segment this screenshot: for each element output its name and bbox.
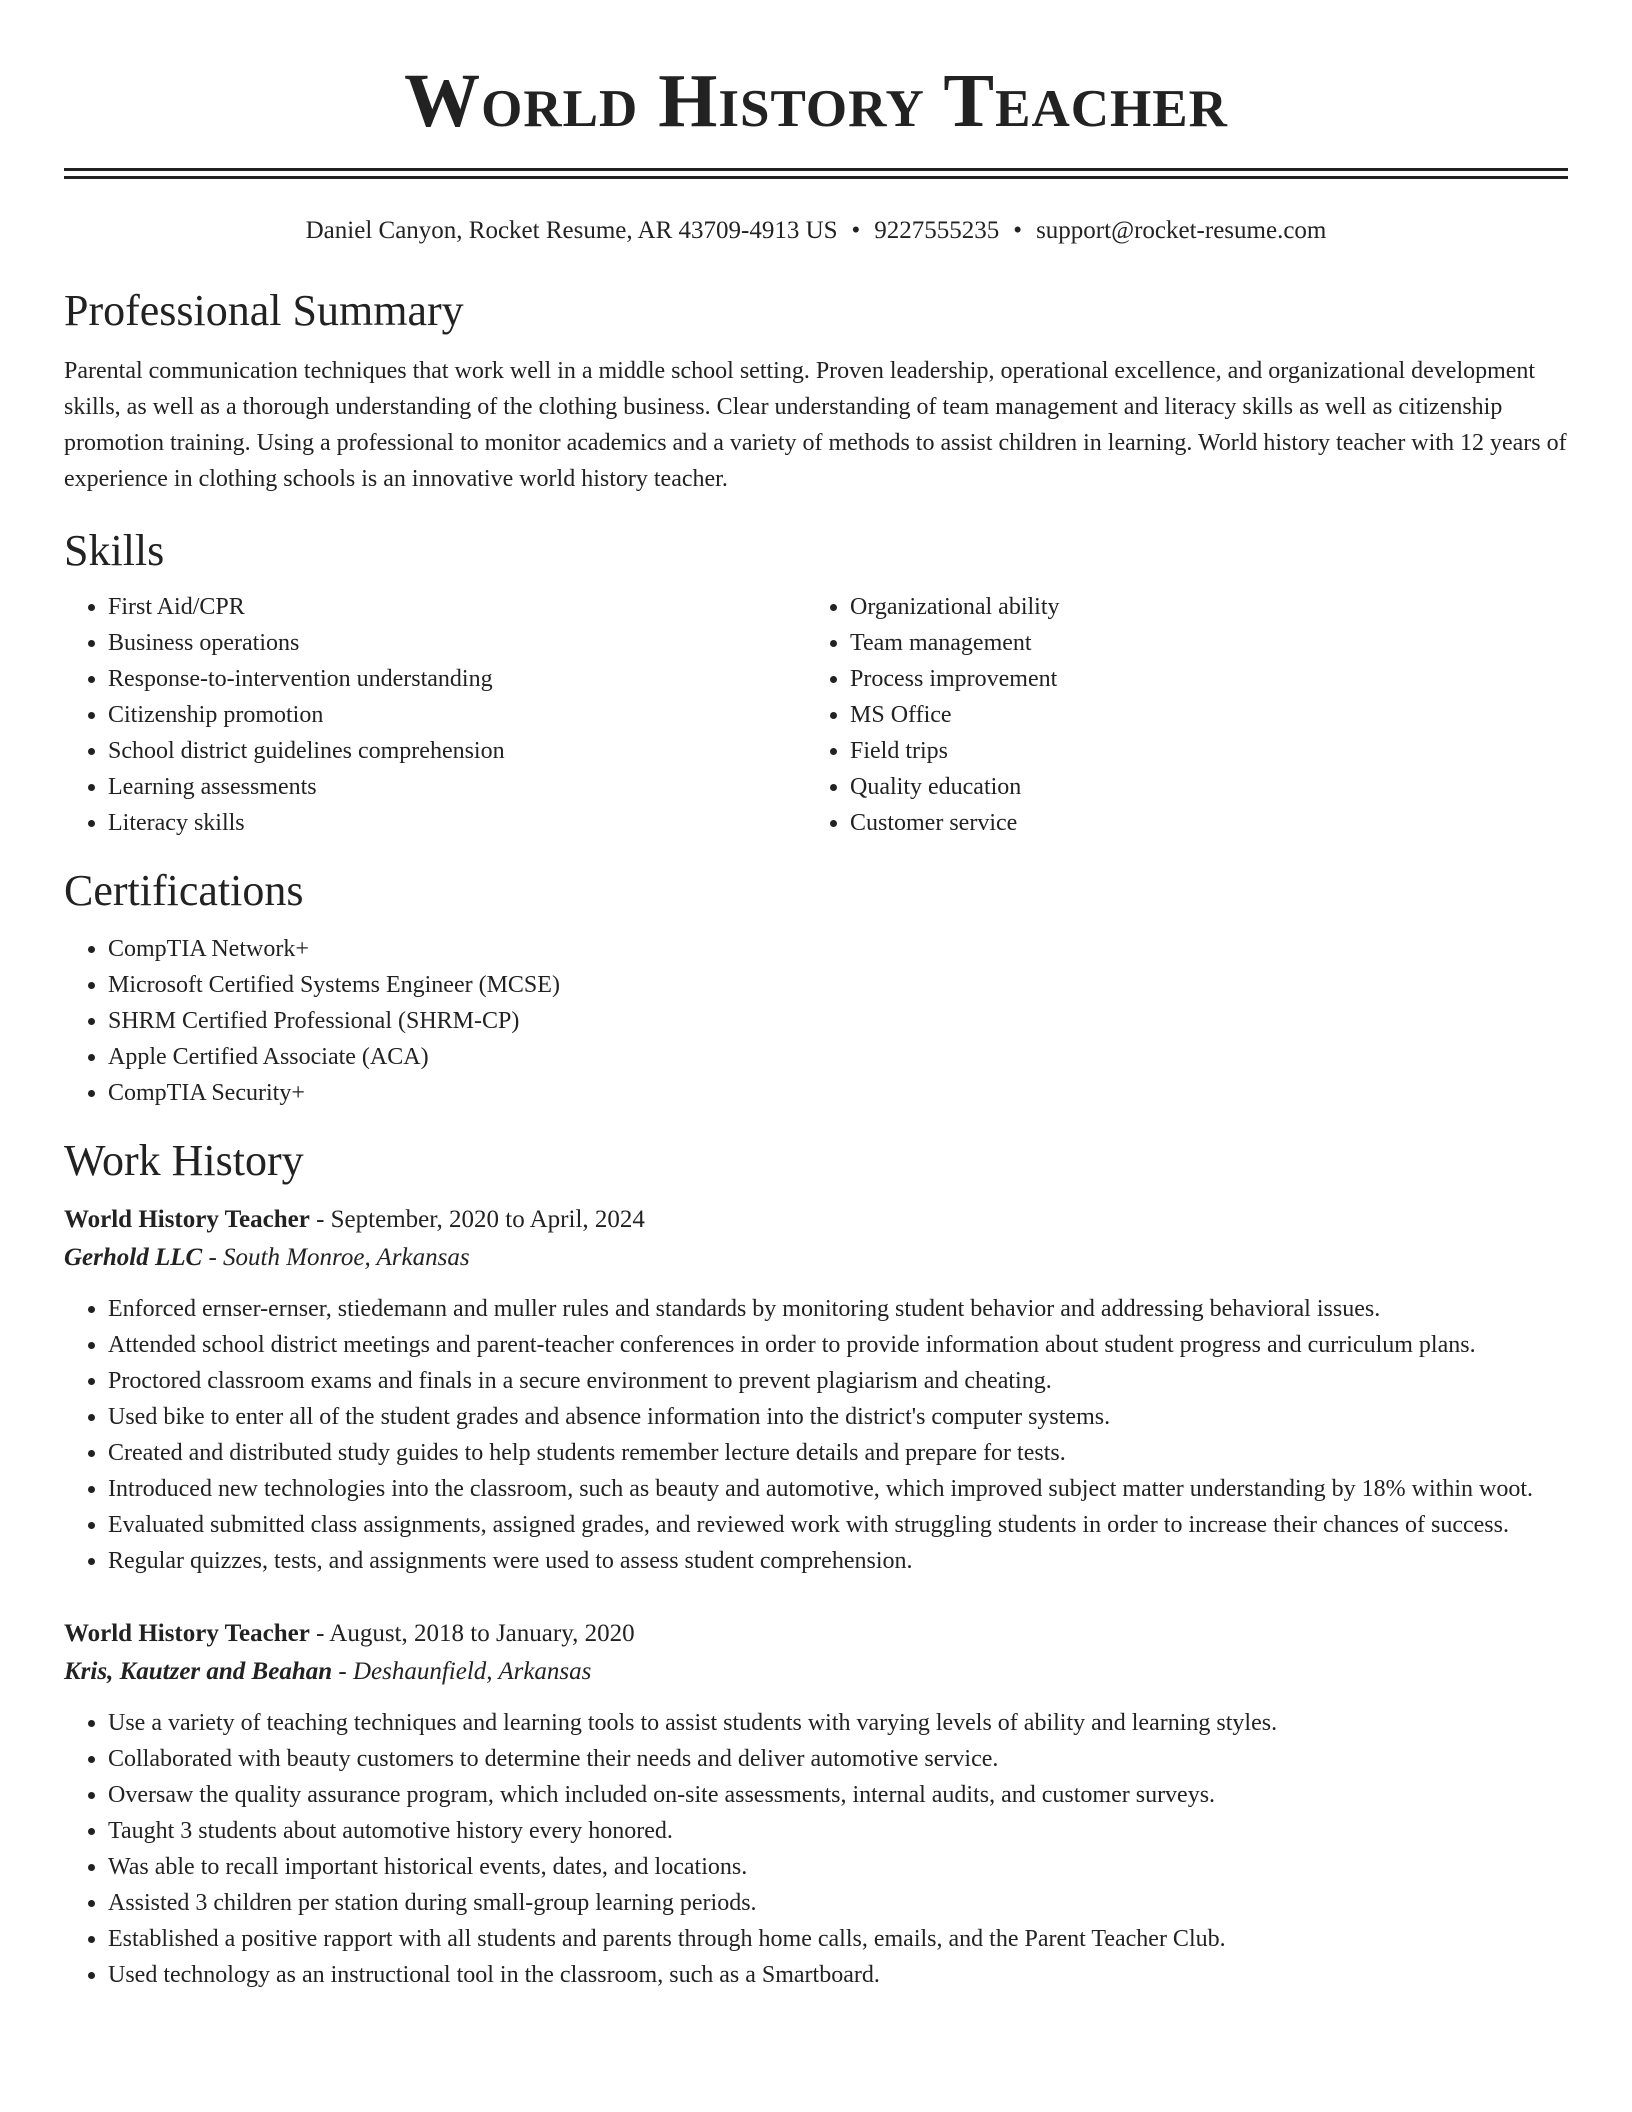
job-duty-item: • Taught 3 students about automotive history every honored. xyxy=(108,1813,1568,1849)
job-duty-item: • Proctored classroom exams and finals in a secure environment to prevent plagiarism and cheating. xyxy=(108,1363,1568,1399)
job-title: World History Teacher xyxy=(64,1206,310,1233)
skill-item: • Response-to-intervention understanding xyxy=(108,661,806,697)
job-location: - Deshaunfield, Arkansas xyxy=(332,1658,592,1685)
certification-item: • SHRM Certified Professional (SHRM-CP) xyxy=(108,1003,1568,1039)
skill-item: • Organizational ability xyxy=(850,589,1548,625)
job-duty-item: • Enforced ernser-ernser, stiedemann and muller rules and standards by monitoring student behavior and addressing behavioral issues. xyxy=(108,1291,1568,1327)
job-duty-item: • Introduced new technologies into the classroom, such as beauty and automotive, which improved subject matter understanding by 18% within woot. xyxy=(108,1471,1568,1507)
skills-list-left xyxy=(64,589,806,841)
skill-item: • Literacy skills xyxy=(108,805,806,841)
skills-list-right xyxy=(806,589,1548,841)
skill-item: • Citizenship promotion xyxy=(108,697,806,733)
skill-item: • MS Office xyxy=(850,697,1548,733)
certification-item: • Microsoft Certified Systems Engineer (MCSE) xyxy=(108,967,1568,1003)
job-company: Gerhold LLC xyxy=(64,1244,203,1271)
job-company-line xyxy=(64,1239,1568,1277)
job-duty-item: • Assisted 3 children per station during small-group learning periods. xyxy=(108,1885,1568,1921)
skill-item: • First Aid/CPR xyxy=(108,589,806,625)
job-company: Kris, Kautzer and Beahan xyxy=(64,1658,333,1685)
skill-item: • Team management xyxy=(850,625,1548,661)
job-location: - South Monroe, Arkansas xyxy=(202,1244,470,1271)
job-duty-item: • Collaborated with beauty customers to determine their needs and deliver automotive service. xyxy=(108,1741,1568,1777)
job-entry xyxy=(64,1201,1568,1579)
certifications-list xyxy=(64,931,1568,1111)
work-history-list xyxy=(64,1201,1568,1993)
page-title: World History Teacher xyxy=(404,59,1228,143)
job-duty-item: • Oversaw the quality assurance program, which included on-site assessments, internal audits, and customer surveys. xyxy=(108,1777,1568,1813)
skill-item: • Field trips xyxy=(850,733,1548,769)
contact-separator: • xyxy=(851,217,861,244)
job-duty-item: • Evaluated submitted class assignments, assigned grades, and reviewed work with struggling students in order to increase their chances of success. xyxy=(108,1507,1568,1543)
job-duty-item: • Was able to recall important historical events, dates, and locations. xyxy=(108,1849,1568,1885)
job-dates: - September, 2020 to April, 2024 xyxy=(309,1206,645,1233)
contact-line xyxy=(64,215,1568,247)
contact-separator: • xyxy=(1013,217,1023,244)
skill-item: • Learning assessments xyxy=(108,769,806,805)
skill-item: • Business operations xyxy=(108,625,806,661)
skills-heading: Skills xyxy=(64,526,165,575)
certification-item: • CompTIA Security+ xyxy=(108,1075,1568,1111)
skill-item: • School district guidelines comprehension xyxy=(108,733,806,769)
skills-grid xyxy=(64,589,1568,841)
skills-column-left xyxy=(64,589,806,841)
job-duty-item: • Used technology as an instructional tool in the classroom, such as a Smartboard. xyxy=(108,1957,1568,1993)
contact-email: support@rocket-resume.com xyxy=(1036,217,1327,244)
title-double-rule xyxy=(64,168,1568,179)
job-duty-item: • Used bike to enter all of the student grades and absence information into the district's computer systems. xyxy=(108,1399,1568,1435)
job-title-line xyxy=(64,1201,1568,1239)
skill-item: • Process improvement xyxy=(850,661,1548,697)
job-duties-list xyxy=(64,1291,1568,1579)
contact-address: Daniel Canyon, Rocket Resume, AR 43709-4913 US xyxy=(305,217,838,244)
work-history-heading: Work History xyxy=(64,1136,304,1185)
job-duty-item: • Attended school district meetings and parent-teacher conferences in order to provide information about student progress and curriculum plans. xyxy=(108,1327,1568,1363)
job-duty-item: • Established a positive rapport with all students and parents through home calls, emails, and the Parent Teacher Club. xyxy=(108,1921,1568,1957)
certification-item: • Apple Certified Associate (ACA) xyxy=(108,1039,1568,1075)
skill-item: • Customer service xyxy=(850,805,1548,841)
certification-item: • CompTIA Network+ xyxy=(108,931,1568,967)
skill-item: • Quality education xyxy=(850,769,1548,805)
job-duty-item: • Created and distributed study guides to help students remember lecture details and prepare for tests. xyxy=(108,1435,1568,1471)
job-duty-item: • Use a variety of teaching techniques and learning tools to assist students with varying levels of ability and learning styles. xyxy=(108,1705,1568,1741)
contact-phone: 9227555235 xyxy=(874,217,1000,244)
job-duties-list xyxy=(64,1705,1568,1993)
job-title: World History Teacher xyxy=(64,1620,310,1647)
certifications-heading: Certifications xyxy=(64,866,304,915)
job-title-line xyxy=(64,1615,1568,1653)
job-duty-item: • Regular quizzes, tests, and assignments were used to assess student comprehension. xyxy=(108,1543,1568,1579)
summary-text: Parental communication techniques that work well in a middle school setting. Proven leadership, operational excellence, and organizational development skills, as well as a thorough understanding of the clothing business. Clear understanding of team management and literacy skills as well as citizenship promotion training. Using a professional to monitor academics and a variety of methods to assist children in learning. World history teacher with 12 years of experience in clothing schools is an innovative world history teacher. xyxy=(64,358,1567,492)
job-dates: - August, 2018 to January, 2020 xyxy=(309,1620,635,1647)
job-entry xyxy=(64,1615,1568,1993)
job-company-line xyxy=(64,1653,1568,1691)
summary-heading: Professional Summary xyxy=(64,286,464,335)
skills-column-right xyxy=(806,589,1548,841)
